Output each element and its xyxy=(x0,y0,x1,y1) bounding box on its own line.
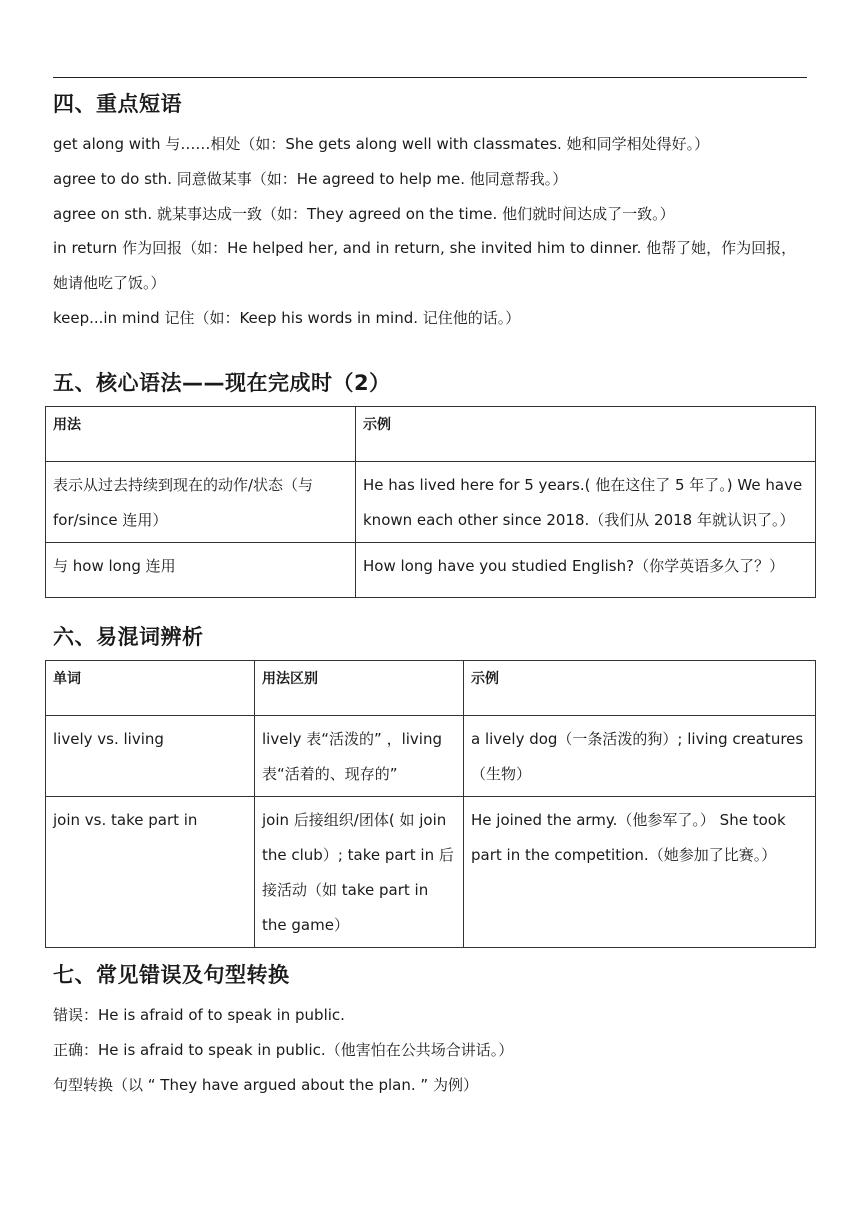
phrase-line: agree on sth. 就某事达成一致（如：They agreed on the time. 他们就时间达成了一致。） xyxy=(53,205,675,223)
table-header: 用法 xyxy=(46,407,356,462)
section-heading-phrases: 四、重点短语 xyxy=(53,92,182,116)
table-cell: join 后接组织/团体( 如 join the club）; take part in 后接活动（如 take part in the game） xyxy=(255,797,464,948)
table-row xyxy=(46,716,816,797)
table-cell: a lively dog（一条活泼的狗）; living creatures（生物） xyxy=(464,716,816,797)
table-header-row xyxy=(46,407,816,462)
section-heading-confusables: 六、易混词辨析 xyxy=(53,625,204,649)
correction-line: 正确：He is afraid to speak in public.（他害怕在公共场合讲话。） xyxy=(53,1041,514,1059)
error-line: 错误：He is afraid of to speak in public. xyxy=(53,1006,345,1024)
table-cell: join vs. take part in xyxy=(46,797,255,948)
table-cell: 表示从过去持续到现在的动作/状态（与 for/since 连用） xyxy=(46,462,356,543)
table-cell: How long have you studied English?（你学英语多久了？） xyxy=(356,543,816,598)
top-divider xyxy=(53,77,807,78)
section-heading-errors: 七、常见错误及句型转换 xyxy=(53,963,290,987)
transformation-line: 句型转换（以 “ They have argued about the plan. ” 为例） xyxy=(53,1076,478,1094)
phrase-line: agree to do sth. 同意做某事（如：He agreed to help me. 他同意帮我。） xyxy=(53,170,568,188)
section-heading-grammar: 五、核心语法——现在完成时（2） xyxy=(53,371,391,395)
table-cell: 与 how long 连用 xyxy=(46,543,356,598)
confusables-table xyxy=(45,660,816,948)
table-row xyxy=(46,543,816,598)
table-row xyxy=(46,462,816,543)
table-header: 单词 xyxy=(46,661,255,716)
table-header-row xyxy=(46,661,816,716)
table-cell: lively 表“活泼的” ，living 表“活着的、现存的” xyxy=(255,716,464,797)
table-cell: lively vs. living xyxy=(46,716,255,797)
grammar-table xyxy=(45,406,816,598)
table-cell: He joined the army.（他参军了。） She took part in the competition.（她参加了比赛。） xyxy=(464,797,816,948)
phrase-line: in return 作为回报（如：He helped her, and in return, she invited him to dinner. 他帮了她，作为回报， xyxy=(53,239,797,257)
phrase-line: keep...in mind 记住（如：Keep his words in mind. 记住他的话。） xyxy=(53,309,521,327)
table-header: 示例 xyxy=(464,661,816,716)
table-row xyxy=(46,797,816,948)
table-cell: He has lived here for 5 years.( 他在这住了 5 年了。) We have known each other since 2018.（我们从 2018 年就认识了。） xyxy=(356,462,816,543)
phrase-line: 她请他吃了饭。） xyxy=(53,274,166,292)
table-header: 用法区别 xyxy=(255,661,464,716)
table-header: 示例 xyxy=(356,407,816,462)
phrase-line: get along with 与……相处（如：She gets along well with classmates. 她和同学相处得好。） xyxy=(53,135,710,153)
